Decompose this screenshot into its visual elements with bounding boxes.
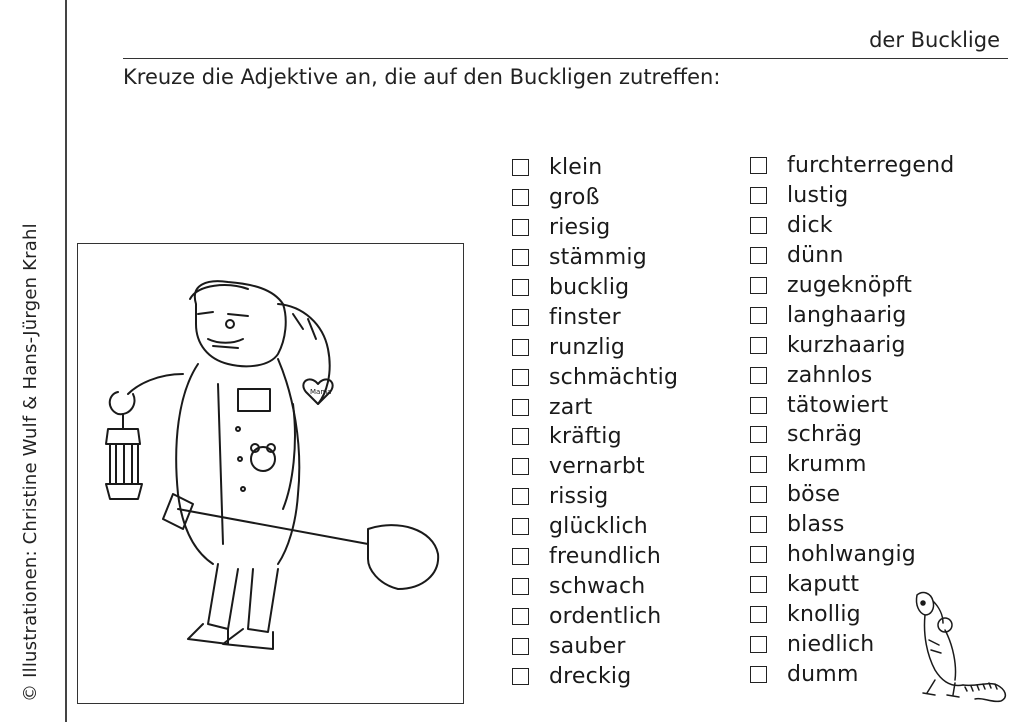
list-item[interactable] [512, 273, 678, 303]
checkbox[interactable] [750, 516, 767, 533]
instruction-text: Kreuze die Adjektive an, die auf den Buckligen zutreffen: [123, 65, 721, 89]
checkbox[interactable] [512, 339, 529, 356]
list-item[interactable] [512, 542, 678, 572]
list-item[interactable] [750, 450, 954, 480]
list-item[interactable] [750, 330, 954, 360]
list-item[interactable] [512, 631, 678, 661]
list-item[interactable] [750, 151, 954, 181]
list-item[interactable] [512, 422, 678, 452]
adjective-label: dünn [787, 243, 844, 269]
checkbox[interactable] [512, 159, 529, 176]
header-rule [123, 58, 1008, 59]
list-item[interactable] [512, 571, 678, 601]
list-item[interactable] [750, 360, 954, 390]
list-item[interactable] [512, 243, 678, 273]
checkbox[interactable] [750, 337, 767, 354]
adjective-label: blass [787, 512, 845, 538]
checkbox[interactable] [512, 219, 529, 236]
list-item[interactable] [512, 302, 678, 332]
adjective-label: ordentlich [549, 603, 662, 629]
checkbox[interactable] [750, 426, 767, 443]
checkbox[interactable] [750, 576, 767, 593]
adjective-label: lustig [787, 183, 849, 209]
checkbox[interactable] [750, 546, 767, 563]
adjective-label: vernarbt [549, 454, 645, 480]
adjective-label: dreckig [549, 663, 632, 689]
adjective-label: zart [549, 394, 593, 420]
checkbox[interactable] [512, 518, 529, 535]
adjective-list-left [512, 153, 678, 691]
checkbox[interactable] [512, 428, 529, 445]
checkbox[interactable] [750, 277, 767, 294]
checkbox[interactable] [750, 397, 767, 414]
list-item[interactable] [750, 420, 954, 450]
checkbox[interactable] [750, 367, 767, 384]
checkbox[interactable] [750, 157, 767, 174]
checkbox[interactable] [750, 456, 767, 473]
checkbox[interactable] [512, 458, 529, 475]
list-item[interactable] [750, 181, 954, 211]
checkbox[interactable] [512, 189, 529, 206]
list-item[interactable] [512, 601, 678, 631]
list-item[interactable] [512, 213, 678, 243]
checkbox[interactable] [512, 309, 529, 326]
list-item[interactable] [750, 510, 954, 540]
adjective-label: knollig [787, 601, 861, 627]
checkbox[interactable] [750, 636, 767, 653]
tattoo-label: Mama [310, 388, 332, 396]
checkbox[interactable] [512, 638, 529, 655]
list-item[interactable] [512, 512, 678, 542]
adjective-label: rissig [549, 484, 609, 510]
adjective-label: zahnlos [787, 362, 873, 388]
checkbox[interactable] [512, 608, 529, 625]
adjective-label: dumm [787, 661, 859, 687]
list-item[interactable] [512, 482, 678, 512]
checkbox[interactable] [750, 486, 767, 503]
adjective-label: bucklig [549, 275, 630, 300]
checkbox[interactable] [750, 247, 767, 264]
list-item[interactable] [512, 452, 678, 482]
list-item[interactable] [750, 540, 954, 570]
margin-line [65, 0, 67, 722]
illustration-credit: © Illustrationen: Christine Wulf & Hans-Jürgen Krahl [20, 223, 41, 702]
list-item[interactable] [750, 241, 954, 271]
checkbox[interactable] [512, 399, 529, 416]
checkbox[interactable] [750, 666, 767, 683]
checkbox[interactable] [512, 249, 529, 266]
adjective-label: schräg [787, 422, 863, 448]
adjective-label: freundlich [549, 544, 661, 570]
checkbox[interactable] [750, 307, 767, 324]
adjective-label: tätowiert [787, 392, 889, 418]
list-item[interactable] [512, 392, 678, 422]
adjective-label: finster [549, 304, 621, 330]
checkbox[interactable] [512, 578, 529, 595]
list-item[interactable] [750, 300, 954, 330]
list-item[interactable] [512, 362, 678, 392]
list-item[interactable] [512, 661, 678, 691]
adjective-label: glücklich [549, 514, 648, 540]
list-item[interactable] [750, 480, 954, 510]
adjective-label: niedlich [787, 631, 875, 657]
adjective-label: kurzhaarig [787, 332, 906, 358]
list-item[interactable] [750, 271, 954, 301]
adjective-label: klein [549, 155, 603, 181]
adjective-label: runzlig [549, 334, 626, 360]
page-title: der Bucklige [869, 28, 1000, 52]
hunchback-illustration-frame [77, 243, 464, 704]
checkbox[interactable] [750, 187, 767, 204]
list-item[interactable] [750, 390, 954, 420]
adjective-label: böse [787, 482, 841, 508]
hunchback-illustration [78, 244, 464, 704]
adjective-label: krumm [787, 452, 867, 478]
adjective-label: kaputt [787, 571, 860, 597]
adjective-label: kräftig [549, 424, 622, 450]
list-item[interactable] [512, 183, 678, 213]
checkbox[interactable] [512, 488, 529, 505]
list-item[interactable] [512, 153, 678, 183]
checkbox[interactable] [750, 217, 767, 234]
list-item[interactable] [750, 211, 954, 241]
adjective-label: riesig [549, 215, 611, 241]
checkbox[interactable] [750, 606, 767, 623]
adjective-label: hohlwangig [787, 542, 916, 568]
adjective-label: schmächtig [549, 364, 679, 390]
adjective-label: stämmig [549, 245, 647, 271]
rat-illustration [905, 585, 1015, 710]
adjective-label: furchterregend [787, 153, 955, 179]
list-item[interactable] [512, 332, 678, 362]
checkbox[interactable] [512, 548, 529, 565]
checkbox[interactable] [512, 279, 529, 296]
checkbox[interactable] [512, 668, 529, 685]
adjective-label: sauber [549, 633, 626, 659]
checkbox[interactable] [512, 369, 529, 386]
adjective-label: zugeknöpft [787, 273, 913, 298]
adjective-label: schwach [549, 573, 646, 599]
adjective-label: langhaarig [787, 302, 907, 328]
adjective-label: groß [549, 185, 600, 211]
adjective-label: dick [787, 213, 833, 239]
